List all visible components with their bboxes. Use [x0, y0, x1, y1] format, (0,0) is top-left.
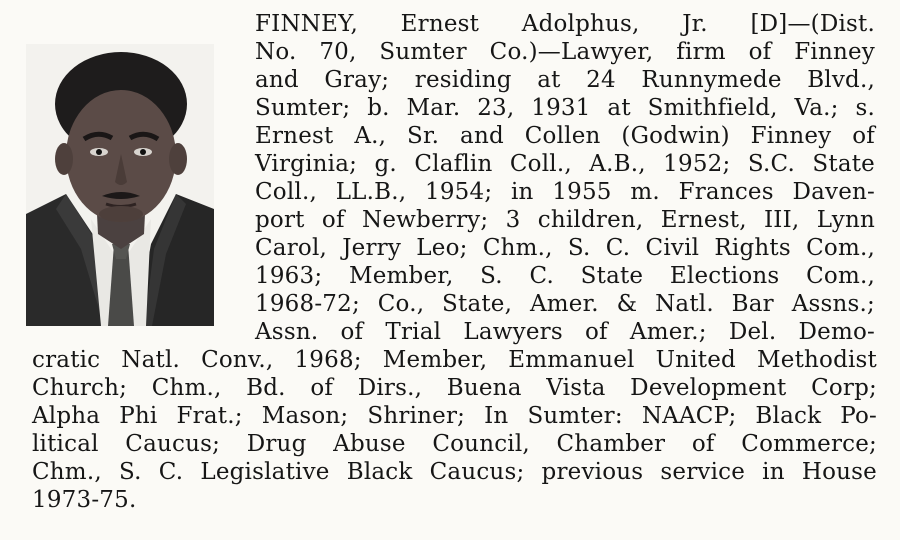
text-line: FINNEY, Ernest Adolphus, Jr. [D]—(Dist.: [255, 11, 875, 37]
text-line: 1968-72; Co., State, Amer. & Natl. Bar Assns.;: [255, 291, 875, 317]
portrait-photo: [26, 44, 214, 326]
text-line: Ernest A., Sr. and Collen (Godwin) Finney of: [255, 123, 875, 149]
text-line: Chm., S. C. Legislative Black Caucus; previous service in House: [32, 459, 877, 485]
text-line: cratic Natl. Conv., 1968; Member, Emmanuel United Methodist: [32, 347, 877, 373]
text-line: Coll., LL.B., 1954; in 1955 m. Frances Daven-: [255, 179, 875, 205]
text-line: Carol, Jerry Leo; Chm., S. C. Civil Rights Com.,: [255, 235, 875, 261]
text-line: 1973-75.: [32, 487, 137, 513]
text-line: and Gray; residing at 24 Runnymede Blvd.,: [255, 67, 875, 93]
text-line: Alpha Phi Frat.; Mason; Shriner; In Sumter: NAACP; Black Po-: [32, 403, 877, 429]
text-line: No. 70, Sumter Co.)—Lawyer, firm of Finney: [255, 39, 875, 65]
text-line: Assn. of Trial Lawyers of Amer.; Del. Demo-: [255, 319, 875, 345]
text-line: port of Newberry; 3 children, Ernest, III, Lynn: [255, 207, 875, 233]
text-line: Church; Chm., Bd. of Dirs., Buena Vista Development Corp;: [32, 375, 877, 401]
text-line: Sumter; b. Mar. 23, 1931 at Smithfield, Va.; s.: [255, 95, 875, 121]
text-line: litical Caucus; Drug Abuse Council, Chamber of Commerce;: [32, 431, 877, 457]
text-line: 1963; Member, S. C. State Elections Com.,: [255, 263, 875, 289]
text-line: Virginia; g. Claflin Coll., A.B., 1952; S.C. State: [255, 151, 875, 177]
